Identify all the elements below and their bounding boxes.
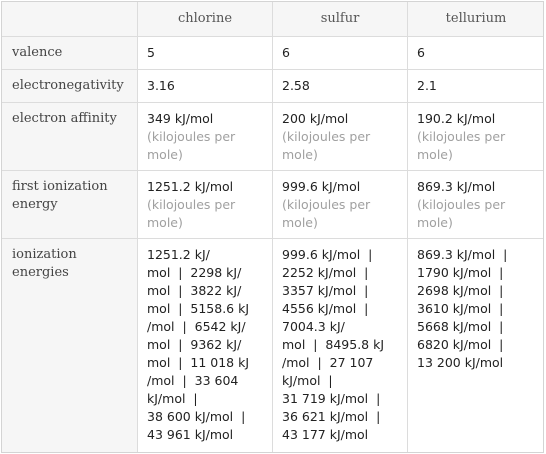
first-ionization-chlorine xyxy=(147,178,267,232)
ionization-energy-line: kJ/mol | xyxy=(282,373,333,388)
unit-note: (kilojoules per mole) xyxy=(147,129,236,162)
ionization-energy-line: 2252 kJ/mol | xyxy=(282,265,369,280)
ionization-energy-line: 3610 kJ/mol | xyxy=(417,301,504,316)
ionization-energies-sulfur xyxy=(282,246,406,444)
ionization-energy-line: mol | 11 018 kJ xyxy=(147,355,250,370)
value-text: 869.3 kJ/mol xyxy=(417,179,496,194)
label-line: energies xyxy=(12,265,69,280)
column-header-sulfur: sulfur xyxy=(320,11,360,26)
unit-note: (kilojoules per mole) xyxy=(417,197,506,230)
valence-tellurium: 6 xyxy=(417,45,425,60)
unit-note: (kilojoules per mole) xyxy=(147,197,236,230)
ionization-energies-tellurium xyxy=(417,246,541,372)
ionization-energy-line: 999.6 kJ/mol | xyxy=(282,247,373,262)
row-label-ionization-energies xyxy=(12,246,132,282)
value-text: 999.6 kJ/mol xyxy=(282,179,361,194)
value-text: 1251.2 kJ/mol xyxy=(147,179,234,194)
label-line: first ionization xyxy=(12,179,108,194)
valence-sulfur: 6 xyxy=(282,45,290,60)
ionization-energy-line: 6820 kJ/mol | xyxy=(417,337,504,352)
ionization-energy-line: /mol | 33 604 xyxy=(147,373,239,388)
ionization-energy-line: mol | 3822 kJ/ xyxy=(147,283,242,298)
ionization-energy-line: 3357 kJ/mol | xyxy=(282,283,369,298)
element-properties-table xyxy=(1,1,544,453)
value-text: 190.2 kJ/mol xyxy=(417,111,496,126)
first-ionization-tellurium xyxy=(417,178,537,232)
column-divider xyxy=(137,2,138,452)
ionization-energy-line: mol | 5158.6 kJ xyxy=(147,301,250,316)
value-text: 200 kJ/mol xyxy=(282,111,349,126)
ionization-energy-line: 1251.2 kJ/ xyxy=(147,247,210,262)
electron-affinity-sulfur xyxy=(282,110,402,164)
ionization-energy-line: mol | 9362 kJ/ xyxy=(147,337,242,352)
unit-note: (kilojoules per mole) xyxy=(282,129,371,162)
unit-note: (kilojoules per mole) xyxy=(417,129,506,162)
column-divider xyxy=(407,2,408,452)
ionization-energy-line: 7004.3 kJ/ xyxy=(282,319,345,334)
ionization-energy-line: 1790 kJ/mol | xyxy=(417,265,504,280)
ionization-energy-line: /mol | 27 107 xyxy=(282,355,374,370)
ionization-energy-line: /mol | 6542 kJ/ xyxy=(147,319,246,334)
row-label-electronegativity: electronegativity xyxy=(12,78,124,93)
electronegativity-chlorine: 3.16 xyxy=(147,78,175,93)
electronegativity-sulfur: 2.58 xyxy=(282,78,310,93)
ionization-energy-line: 2698 kJ/mol | xyxy=(417,283,504,298)
column-divider xyxy=(272,2,273,452)
ionization-energy-line: mol | 8495.8 kJ xyxy=(282,337,385,352)
electronegativity-tellurium: 2.1 xyxy=(417,78,437,93)
valence-chlorine: 5 xyxy=(147,45,155,60)
ionization-energy-line: 13 200 kJ/mol xyxy=(417,355,504,370)
column-header-tellurium: tellurium xyxy=(445,11,507,26)
ionization-energy-line: 38 600 kJ/mol | xyxy=(147,409,246,424)
ionization-energy-line: mol | 2298 kJ/ xyxy=(147,265,242,280)
electron-affinity-tellurium xyxy=(417,110,537,164)
ionization-energies-chlorine xyxy=(147,246,271,444)
row-label-first-ionization-energy xyxy=(12,178,132,214)
column-header-chlorine: chlorine xyxy=(177,11,233,26)
ionization-energy-line: 31 719 kJ/mol | xyxy=(282,391,381,406)
electron-affinity-chlorine xyxy=(147,110,267,164)
ionization-energy-line: 43 961 kJ/mol xyxy=(147,427,234,442)
label-line: ionization xyxy=(12,247,77,262)
ionization-energy-line: 43 177 kJ/mol xyxy=(282,427,369,442)
label-line: energy xyxy=(12,197,58,212)
ionization-energy-line: 5668 kJ/mol | xyxy=(417,319,504,334)
unit-note: (kilojoules per mole) xyxy=(282,197,371,230)
value-text: 349 kJ/mol xyxy=(147,111,214,126)
row-label-electron-affinity: electron affinity xyxy=(12,111,117,126)
row-label-valence: valence xyxy=(12,45,63,60)
ionization-energy-line: 4556 kJ/mol | xyxy=(282,301,369,316)
ionization-energy-line: kJ/mol | xyxy=(147,391,198,406)
ionization-energy-line: 869.3 kJ/mol | xyxy=(417,247,508,262)
first-ionization-sulfur xyxy=(282,178,402,232)
ionization-energy-line: 36 621 kJ/mol | xyxy=(282,409,381,424)
